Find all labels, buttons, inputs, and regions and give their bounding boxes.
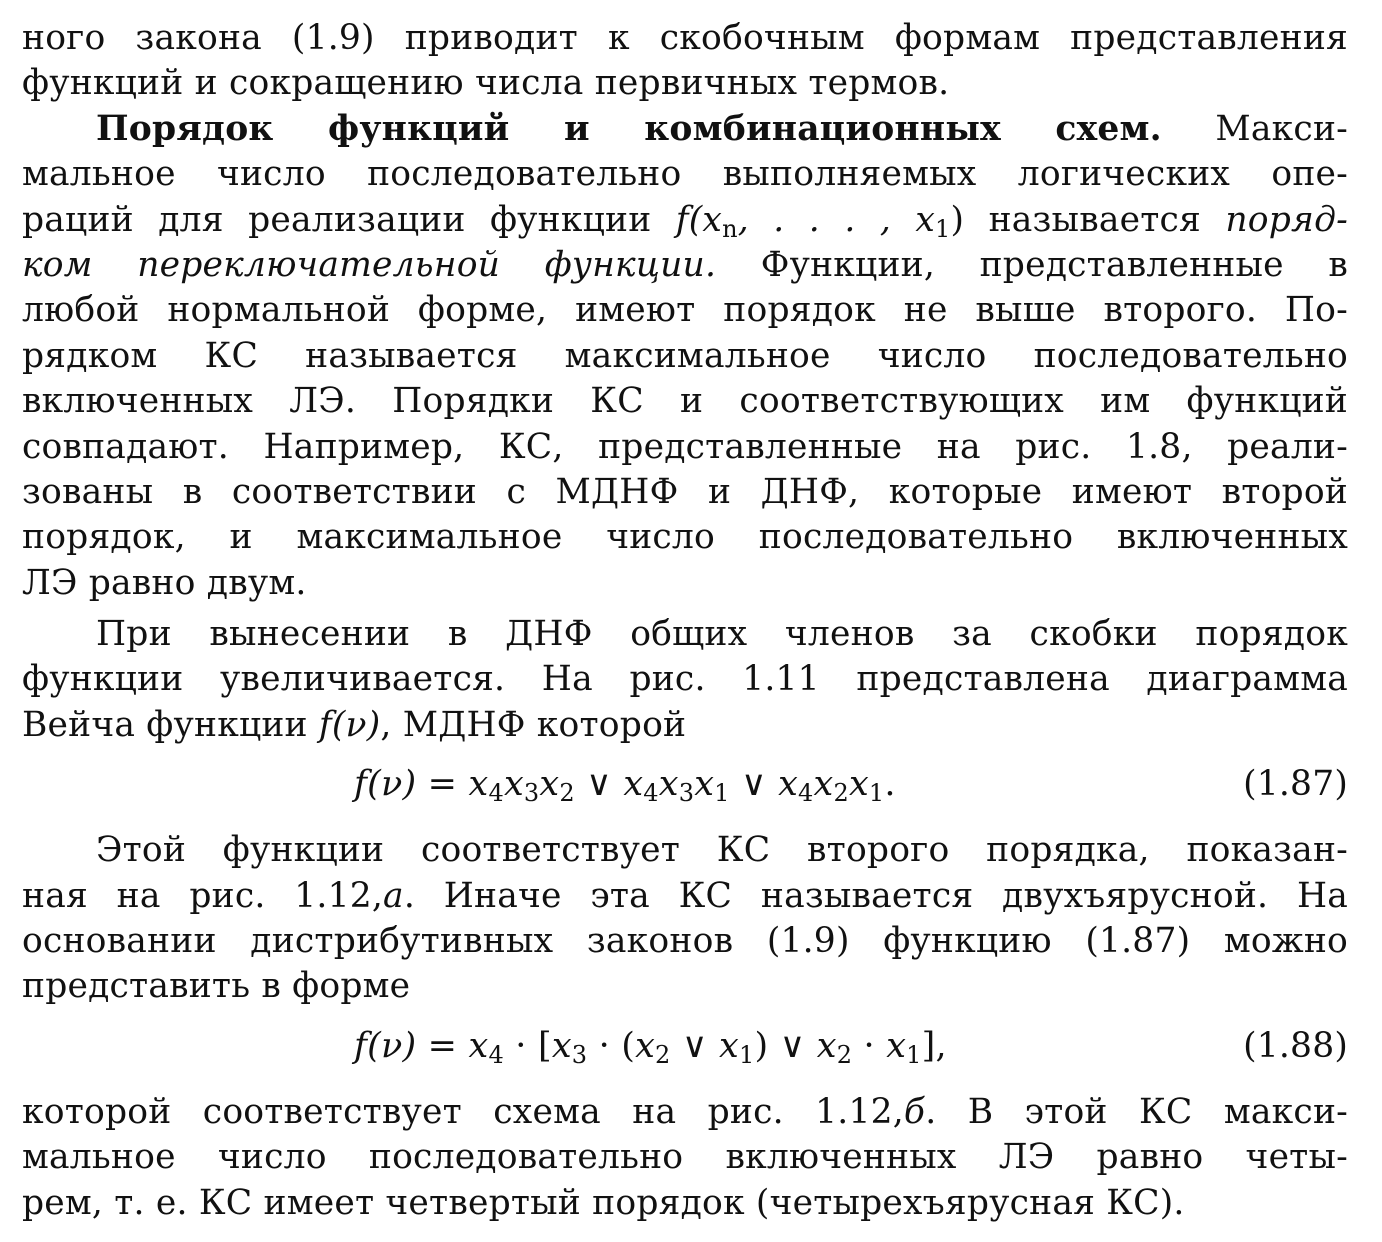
text-fragment: ная на рис. 1.12,: [22, 875, 384, 916]
text-line: мальное число последовательно включенных ЛЭ равно четы-: [22, 1137, 1348, 1178]
equation-number: (1.88): [1243, 1025, 1348, 1066]
text-line: [22, 1090, 1348, 1135]
paragraph-1: [22, 16, 1348, 107]
text-fragment: Функции, представленные в: [760, 244, 1348, 285]
text-fragment: называется: [988, 199, 1201, 240]
text-line: функций и сокращению числа первичных термов.: [22, 63, 950, 104]
paragraph-2: [22, 107, 1348, 606]
text-line: [22, 703, 1348, 748]
section-heading: Порядок функций и комбинационных схем.: [96, 108, 1162, 149]
text-fragment: которой соответствует схема на рис. 1.12,: [22, 1091, 904, 1132]
text-line: [22, 874, 1348, 919]
paragraph-4: [22, 828, 1348, 1010]
text-line: функции увеличивается. На рис. 1.11 представлена диаграмма: [22, 659, 1348, 700]
text-line: рядком КС называется максимальное число последовательно: [22, 335, 1348, 376]
text-line: [22, 198, 1348, 243]
page-text: [22, 16, 1348, 1226]
text-fragment: Вейча функции: [22, 704, 308, 745]
text-line: порядок, и максимальное число последовательно включенных: [22, 517, 1348, 558]
text-line: [22, 243, 1348, 288]
equation-1-87: [22, 762, 1348, 820]
text-fragment: Макси-: [1215, 108, 1349, 149]
inline-formula: $f(x_n$, . . . , $x_1$): [675, 199, 965, 243]
text-line: [22, 107, 1348, 152]
paragraph-3: [22, 612, 1348, 748]
text-line: При вынесении в ДНФ общих членов за скобки порядок: [96, 614, 1348, 655]
term-italic: поряд-: [1225, 199, 1349, 240]
text-line: ного закона (1.9) приводит к скобочным формам представления: [22, 18, 1348, 58]
equation-expression: $f(\nu) = x_4 \cdot [x_3 \cdot (x_2$ ∨ $x_1$) ∨ $x_2 \cdot x_1$],: [354, 1025, 947, 1069]
term-italic: ком переключательной функции.: [22, 244, 717, 285]
equation-expression: $f(\nu) = x_4x_3x_2$ ∨ $x_4x_3x_1$ ∨ $x_4x_2x_1$.: [354, 764, 896, 808]
text-line: включенных ЛЭ. Порядки КС и соответствующих им функций: [22, 381, 1348, 422]
text-fragment: . Иначе эта КС называется двухъярусной. На: [403, 875, 1348, 916]
figure-letter: б: [903, 1091, 926, 1132]
equation-1-88: [22, 1024, 1348, 1082]
inline-formula: f(ν): [318, 704, 381, 745]
text-line: мальное число последовательно выполняемых логических опе-: [22, 154, 1348, 195]
text-line: Этой функции соответствует КС второго порядка, показан-: [96, 830, 1348, 871]
text-line: рем, т. е. КС имеет четвертый порядок (четырехъярусная КС).: [22, 1182, 1185, 1223]
text-line: основании дистрибутивных законов (1.9) функцию (1.87) можно: [22, 921, 1348, 962]
figure-letter: а: [383, 875, 404, 916]
text-line: любой нормальной форме, имеют порядок не выше второго. По-: [22, 290, 1348, 331]
text-line: представить в форме: [22, 966, 411, 1007]
text-line: совпадают. Например, КС, представленные на рис. 1.8, реали-: [22, 426, 1348, 467]
equation-number: (1.87): [1243, 764, 1348, 805]
text-line: зованы в соответствии с МДНФ и ДНФ, которые имеют второй: [22, 471, 1348, 512]
text-line: ЛЭ равно двум.: [22, 562, 307, 603]
text-fragment: . В этой КС макси-: [925, 1091, 1348, 1132]
text-fragment: раций для реализации функции: [22, 199, 652, 240]
paragraph-5: [22, 1090, 1348, 1226]
text-fragment: , МДНФ которой: [380, 704, 687, 745]
